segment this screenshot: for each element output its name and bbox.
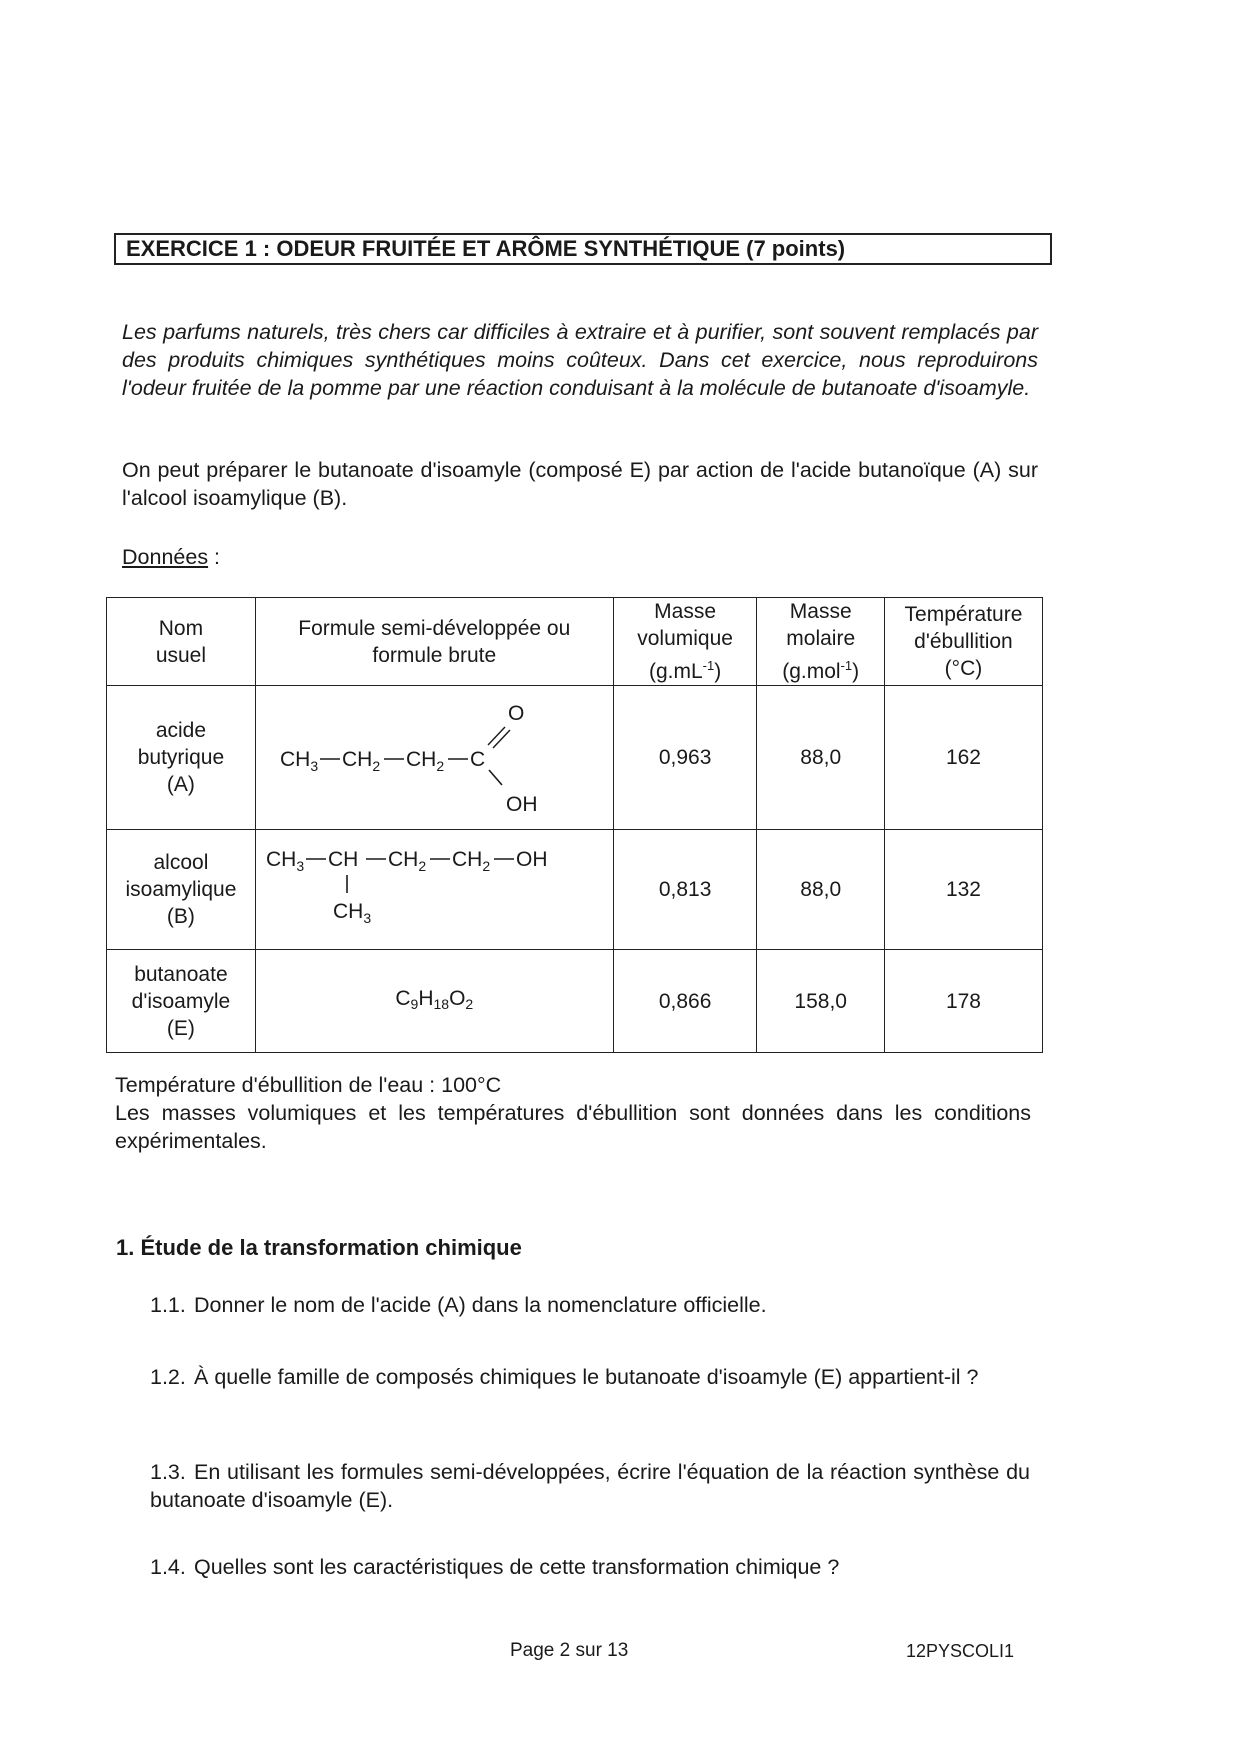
svg-text:CH2 <box>342 748 380 774</box>
svg-text:CH3 <box>266 848 304 874</box>
name-line: d'isoamyle <box>131 989 231 1013</box>
structural-formula-a <box>255 686 613 830</box>
atom-index: 2 <box>418 858 426 874</box>
data-table <box>106 597 1043 1053</box>
atom: O <box>449 986 466 1010</box>
question-1-2 <box>150 1363 1030 1391</box>
data-label <box>122 543 220 571</box>
table-row <box>107 686 1043 830</box>
question-1-4 <box>150 1553 1030 1581</box>
formula-drawing-a <box>260 686 602 829</box>
header-unit-close: ) <box>852 660 860 683</box>
note-water-boiling: Température d'ébullition de l'eau : 100°C <box>115 1073 502 1097</box>
svg-text:CH2 <box>388 848 426 874</box>
boiling-value: 132 <box>884 830 1042 950</box>
document-code: 12PYSCOLI1 <box>906 1641 1015 1661</box>
atom: CH <box>327 848 359 871</box>
notes <box>115 1071 1031 1155</box>
header-name <box>107 598 256 686</box>
boiling-value: 178 <box>884 950 1042 1053</box>
header-line: Formule semi-développée ou <box>298 616 571 640</box>
atom: C <box>395 986 411 1010</box>
question-1-1 <box>150 1291 1030 1319</box>
formula-drawing-b <box>260 830 602 949</box>
question-number: 1.4. <box>150 1555 186 1579</box>
header-line: volumique <box>637 627 733 650</box>
molar-mass-value: 88,0 <box>757 686 884 830</box>
atom: OH <box>505 793 538 816</box>
name-line: (B) <box>166 905 195 928</box>
question-number: 1.1. <box>150 1293 186 1317</box>
density-value: 0,813 <box>613 830 757 950</box>
name-line: (A) <box>166 773 195 796</box>
header-line: (°C) <box>944 657 983 680</box>
header-line: Masse <box>654 600 717 623</box>
header-line: d'ébullition <box>914 630 1013 653</box>
question-1-3 <box>150 1458 1030 1514</box>
atom: H <box>418 986 434 1010</box>
exercise-title: EXERCICE 1 : ODEUR FRUITÉE ET ARÔME SYNTHÉTIQUE (7 points) <box>114 233 1052 265</box>
atom: C <box>469 748 486 771</box>
structural-formula-b <box>255 830 613 950</box>
intro-paragraph: Les parfums naturels, très chers car difficiles à extraire et à purifier, sont souvent remplacés par des produits chimiques synthétiques moins coûteux. Dans cet exercice, nous reproduirons l'odeur fruitée de la pomme par une réaction conduisant à la molécule de butanoate d'isoamyle. <box>122 320 1038 400</box>
atom: CH <box>279 748 311 771</box>
atom: CH <box>387 848 419 871</box>
preparation-paragraph: On peut préparer le butanoate d'isoamyle (composé E) par action de l'acide butanoïque (A) sur l'alcool isoamylique (B). <box>122 458 1038 510</box>
molar-mass-value: 88,0 <box>757 830 884 950</box>
header-line: Masse <box>789 600 852 623</box>
boiling-value: 162 <box>884 686 1042 830</box>
name-line: acide <box>155 719 207 742</box>
header-line: molaire <box>786 627 856 650</box>
atom-index: 3 <box>296 858 304 874</box>
bond <box>489 770 502 785</box>
header-unit: (g.mol <box>782 660 841 683</box>
atom: CH <box>332 900 364 923</box>
atom: OH <box>515 848 548 871</box>
atom: CH <box>341 748 373 771</box>
double-bond <box>488 727 505 745</box>
header-unit: (g.mL <box>648 660 703 683</box>
header-line: formule brute <box>372 643 497 667</box>
molar-mass-value: 158,0 <box>757 950 884 1053</box>
question-number: 1.2. <box>150 1365 186 1389</box>
atom: CH <box>265 848 297 871</box>
question-text: Quelles sont les caractéristiques de cette transformation chimique ? <box>194 1555 840 1579</box>
atom-index: 3 <box>310 758 318 774</box>
header-density <box>613 598 757 686</box>
atom-index: 2 <box>482 858 490 874</box>
data-label-colon: : <box>208 545 221 569</box>
svg-text:CH3 <box>333 900 371 926</box>
name-line: alcool <box>153 851 209 874</box>
svg-text:CH2 <box>406 748 444 774</box>
header-line: Nom <box>158 616 204 640</box>
atom-index: 2 <box>436 758 444 774</box>
data-label-text: Données <box>122 545 209 569</box>
double-bond <box>493 730 510 748</box>
brute-formula-e <box>255 950 613 1053</box>
header-unit-exp: -1 <box>702 658 715 673</box>
atom: O <box>507 702 525 725</box>
atom-index: 18 <box>433 995 450 1012</box>
header-boiling <box>884 598 1042 686</box>
header-line: usuel <box>155 643 207 667</box>
name-line: butanoate <box>134 962 228 986</box>
question-text: En utilisant les formules semi-développées, écrire l'équation de la réaction synthèse du butanoate d'isoamyle (E). <box>150 1460 1030 1512</box>
question-number: 1.3. <box>150 1460 186 1484</box>
page-number: Page 2 sur 13 <box>510 1640 629 1661</box>
table-row <box>107 830 1043 950</box>
svg-text:CH2 <box>452 848 490 874</box>
header-unit-exp: -1 <box>840 658 853 673</box>
header-molar-mass <box>757 598 884 686</box>
name-line: (E) <box>166 1016 195 1040</box>
density-value: 0,963 <box>613 686 757 830</box>
density-value: 0,866 <box>613 950 757 1053</box>
name-line: isoamylique <box>125 878 237 901</box>
svg-text:CH3 <box>280 748 318 774</box>
question-text: À quelle famille de composés chimiques le butanoate d'isoamyle (E) appartient-il ? <box>194 1365 979 1389</box>
header-line: Température <box>904 603 1023 626</box>
section-title: 1. Étude de la transformation chimique <box>116 1235 522 1260</box>
atom-index: 3 <box>363 910 371 926</box>
header-unit-close: ) <box>714 660 722 683</box>
header-formula <box>255 598 613 686</box>
compound-name <box>107 950 256 1053</box>
name-line: butyrique <box>137 746 225 769</box>
compound-name <box>107 830 256 950</box>
atom-index: 2 <box>372 758 380 774</box>
atom-index: 2 <box>465 995 474 1012</box>
question-text: Donner le nom de l'acide (A) dans la nomenclature officielle. <box>194 1293 767 1317</box>
atom: CH <box>451 848 483 871</box>
atom-index: 9 <box>410 995 419 1012</box>
table-row <box>107 950 1043 1053</box>
table-header-row <box>107 598 1043 686</box>
compound-name <box>107 686 256 830</box>
atom: CH <box>405 748 437 771</box>
note-conditions: Les masses volumiques et les températures d'ébullition sont données dans les conditions expérimentales. <box>115 1101 1031 1153</box>
